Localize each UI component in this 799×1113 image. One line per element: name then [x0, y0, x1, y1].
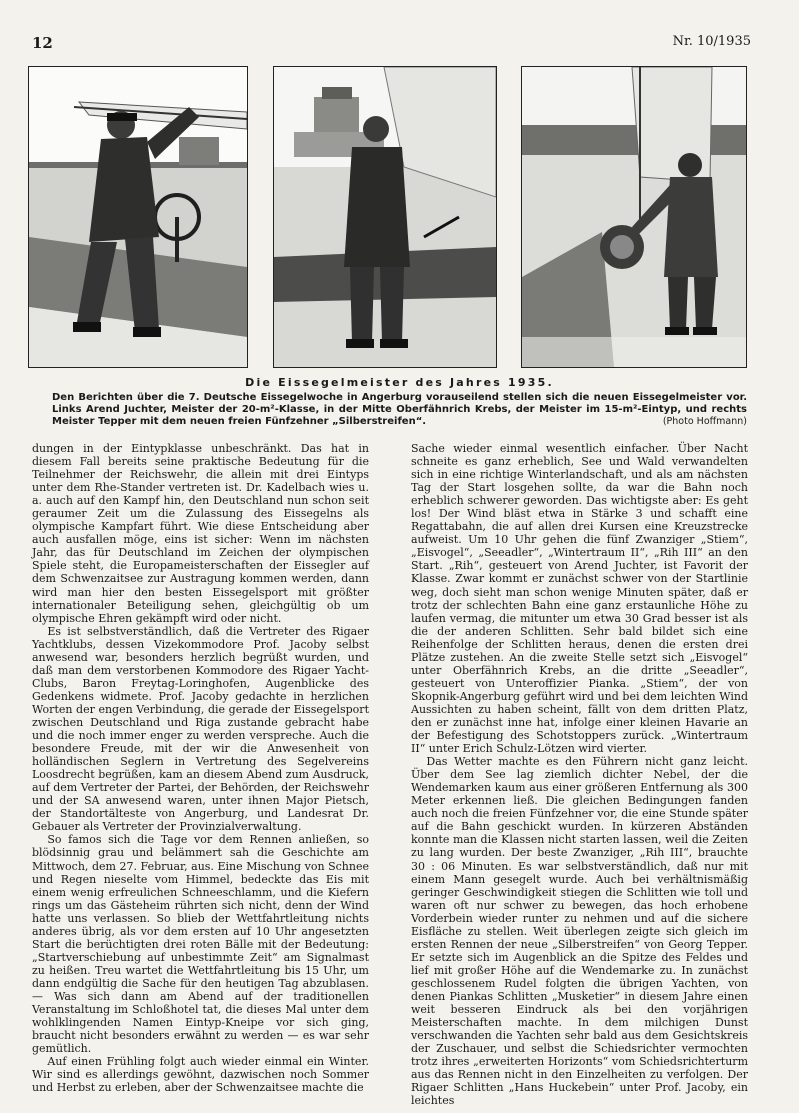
page-number: 12 [32, 34, 53, 52]
photo-caption [52, 376, 747, 428]
caption-body [52, 392, 747, 428]
article-paragraph: Sache wieder einmal wesentlich einfacher. Über Nacht schneite es ganz erheblich, See und Wald verwandelten sich in eine richtige Winterlandschaft, und als am nächsten Tag der Start losgehen sollte, da war die Bahn noch erheblich schwerer geworden. Das wichtigste aber: Es geht los! Der Wind bläst etwa in Stärke 3 und schafft eine Regattabahn, die auf allen drei Kursen eine Kreuzstrecke aufweist. Um 10 Uhr gehen die fünf Zwanziger „Stiem“, „Eisvogel“, „Seeadler“, „Wintertraum II“, „Rih III“ an den Start. „Rih“, gesteuert von Arend Juchter, ist Favorit der Klasse. Zwar kommt er zunächst schwer von der Startlinie weg, doch sieht man schon wenige Minuten später, daß er trotz der schlechten Bahn eine ganz erstaunliche Höhe zu laufen vermag, die mitunter um etwa 30 Grad besser ist als die der anderen Schlitten. Sehr bald bildet sich eine Reihenfolge der Schlitten heraus, denen die ersten drei Plätze zustehen. An die zweite Stelle setzt sich „Eisvogel“ unter Oberfähnrich Krebs, an die dritte „Seeadler“, gesteuert von Unteroffizier Pianka. „Stiem“, der von Skopnik-Angerburg geführt wird und bei dem leichten Wind Aussichten zu haben scheint, fällt von dem dritten Platz, den er zunächst inne hat, infolge einer kleinen Havarie an der Befestigung des Schotstoppers zurück. „Wintertraum II“ unter Erich Schulz-Lötzen wird vierter. [411, 442, 748, 756]
article-paragraph: dungen in der Eintypklasse unbeschränkt. Das hat in diesem Fall bereits seine praktische Bedeutung für die Teilnehmer der Reichswehr, die allein mit drei Eintyps unter dem Rhe-Stander vertreten ist. Dr. Kadelbach wies u. a. auch auf den Kampf hin, den Deutschland nun schon seit geraumer Zeit um die Zulassung des Eissegelns als olympische Kampfart führt. Wie diese Entscheidung aber auch ausfallen möge, eins ist sicher: Wenn im nächsten Jahr, das für Deutschland im Zeichen der olympischen Spiele steht, die Europameisterschaften der Eissegler auf dem Schwenzaitsee zur Austragung kommen werden, dann wird man hier den besten Eissegelsport mit größter internationaler Beteiligung sehen, gleichgültig ob um olympische Ehren gekämpft wird oder nicht. [32, 442, 369, 625]
article-paragraph: Auf einen Frühling folgt auch wieder einmal ein Winter. Wir sind es allerdings gewöhnt, dazwischen noch Sommer und Herbst zu erleben, aber der Schwenzaitsee machte die [32, 1055, 369, 1095]
article-column-left [32, 442, 369, 1094]
article-column-right [411, 442, 748, 1107]
article-paragraph: Es ist selbstverständlich, daß die Vertreter des Rigaer Yachtklubs, dessen Vizekommodore Prof. Jacoby selbst anwesend war, besonders herzlich begrüßt wurden, und daß man dem verstorbenen Kommodore des Rigaer Yacht-Clubs, Baron Freytag-Loringhofen, Augenblicke des Gedenkens widmete. Prof. Jacoby gedachte in herzlichen Worten der engen Verbindung, die gerade der Eissegelsport zwischen Deutschland und Riga zustande gebracht habe und die noch immer enger zu werden verspreche. Auch die besondere Freude, mit der wir die Anwesenheit von holländischen Seglern in Vertretung des Segelvereins Loosdrecht begrüßen, kam an diesem Abend zum Ausdruck, auf dem Vertreter der Partei, der Behörden, der Reichswehr und der SA anwesend waren, unter ihnen Major Pietsch, der Standortälteste von Angerburg, und Landesrat Dr. Gebauer als Vertreter der Provinzialverwaltung. [32, 624, 370, 834]
caption-title: Die Eissegelmeister des Jahres 1935. [245, 376, 554, 389]
photo-2-illustration [274, 67, 496, 367]
photo-credit: (Photo Hoffmann) [662, 416, 747, 427]
caption-text: Den Berichten über die 7. Deutsche Eissegelwoche in Angerburg vorauseilend stellen sich die neuen Eissegelmeister vor. Links Arend Juchter, Meister der 20-m²-Klasse, in der Mitte Oberfähnrich Krebs, der Meister im 15-m²-Eintyp, und rechts Meister Tepper mit dem neuen freien Fünfzehner „Silberstreifen“. [52, 392, 747, 427]
article-paragraph: Das Wetter machte es den Führern nicht ganz leicht. Über dem See lag ziemlich dichter Nebel, der die Wendemarken kaum aus einer größeren Entfernung als 300 Meter erkennen ließ. Die gleichen Bedingungen fanden auch noch die freien Fünfzehner vor, die eine Stunde später auf die Bahn geschickt wurden. In kürzeren Abständen konnte man die Klassen nicht starten lassen, weil die Zeiten zu lang wurden. Der beste Zwanziger, „Rih III“, brauchte 30 : 06 Minuten. Es war selbstverständlich, daß nur mit einem Mann gesegelt wurde. Auch bei verhältnismäßig geringer Geschwindigkeit stiegen die Schlitten wie toll und waren oft nur schwer zu bewegen, das hoch erhobene Vorderbein wieder runter zu nehmen und auf die sichere Eisfläche zu stellen. Weit überlegen zeigte sich gleich im ersten Rennen der neue „Silberstreifen“ von Georg Tepper. Er setzte sich im Augenblick an die Spitze des Feldes und lief mit großer Höhe auf die Wendemarke zu. In zunächst geschlossenem Rudel folgten die übrigen Yachten, von denen Piankas Schlitten „Musketier“ in diesem Jahre einen weit besseren Eindruck als bei den vorjährigen Meisterschaften machte. In dem milchigen Dunst verschwanden die Yachten sehr bald aus dem Gesichtskreis der Zuschauer, und selbst die Schiedsrichter vermochten trotz ihres „erweiterten Horizonts“ vom Schiedsrichterturm aus das Rennen nicht in den Einzelheiten zu verfolgen. Der Rigaer Schlitten „Hans Huckebein“ unter Prof. Jacoby, ein leichtes [411, 755, 748, 1108]
photo-arend-juchter [28, 66, 248, 368]
photo-meister-tepper [521, 66, 747, 368]
article-paragraph: So famos sich die Tage vor dem Rennen anließen, so blödsinnig grau und belämmert sah die Geschichte am Mittwoch, dem 27. Februar, aus. Eine Mischung von Schnee und Regen nieselte vom Himmel, bedeckte das Eis mit einem wenig erfreulichen Schneeschlamm, und die Kiefern rings um das Gästeheim rührten sich nicht, denn der Wind hatte uns verlassen. So blieb der Wettfahrtleitung nichts anderes übrig, als vor dem ersten auf 10 Uhr angesetzten Start die berüchtigten drei roten Bälle mit der Bedeutung: „Startverschiebung auf unbestimmte Zeit“ am Signalmast zu heißen. Treu wartet die Wettfahrtleitung bis 15 Uhr, um dann endgültig die Sache für den heutigen Tag abzublasen. — Was sich dann am Abend auf der traditionellen Veranstaltung im Schloßhotel tat, die dieses Mal unter dem wohlklingenden Namen Eintyp-Kneipe vor sich ging, braucht nicht besonders erwähnt zu werden — es war sehr gemütlich. [32, 833, 369, 1056]
issue-number: Nr. 10/1935 [672, 34, 751, 49]
photo-oberfaehnrich-krebs [273, 66, 497, 368]
photo-1-illustration [29, 67, 247, 367]
photo-3-illustration [522, 67, 746, 367]
